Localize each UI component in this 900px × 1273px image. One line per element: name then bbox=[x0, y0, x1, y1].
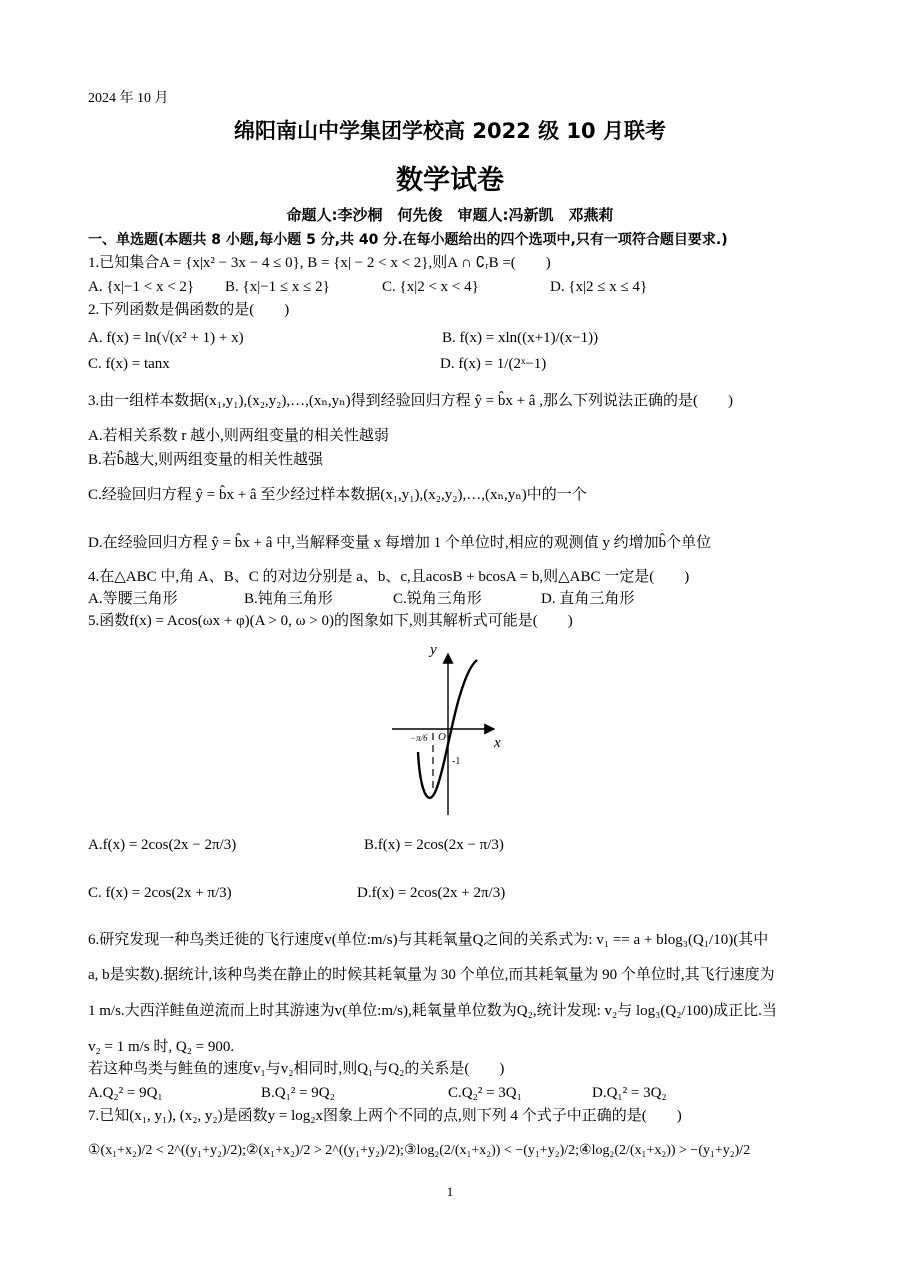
q5-option-a: A.f(x) = 2cos(2x − 2π/3) bbox=[88, 837, 237, 853]
tick-y-label: -1 bbox=[452, 756, 461, 767]
q6-option-d: D.Q₁² = 3Q₂ bbox=[592, 1085, 667, 1101]
q6-line5: 若这种鸟类与鲑鱼的速度v₁与v₂相同时,则Q₁与Q₂的关系是( ) bbox=[88, 1061, 505, 1077]
q4-stem: 4.在△ABC 中,角 A、B、C 的对边分别是 a、b、c,且acosB + bcosA = b,则△ABC 一定是( ) bbox=[88, 569, 690, 585]
q4-option-b: B.钝角三角形 bbox=[244, 591, 333, 607]
q1-stem: 1.已知集合A = {x|x² − 3x − 4 ≤ 0}, B = {x| − 2 < x < 2},则A ∩ ∁ᵣB =( ) bbox=[88, 255, 551, 271]
q4-option-c: C.锐角三角形 bbox=[393, 591, 482, 607]
q5-option-c: C. f(x) = 2cos(2x + π/3) bbox=[88, 885, 232, 901]
q2-option-a: A. f(x) = ln(√(x² + 1) + x) bbox=[88, 330, 244, 346]
section-heading: 一、单选题(本题共 8 小题,每小题 5 分,共 40 分.在每小题给出的四个选项中,只有一项符合题目要求.) bbox=[88, 232, 728, 248]
q6-line4: v₂ = 1 m/s 时, Q₂ = 900. bbox=[88, 1039, 235, 1055]
exam-title: 绵阳南山中学集团学校高 2022 级 10 月联考 bbox=[234, 119, 666, 143]
q1-option-a: A. {x|−1 < x < 2} bbox=[88, 279, 195, 295]
q4-option-a: A.等腰三角形 bbox=[88, 591, 178, 607]
q5-graph bbox=[380, 640, 520, 818]
q5-option-b: B.f(x) = 2cos(2x − π/3) bbox=[364, 837, 504, 853]
exam-authors: 命题人:李沙桐 何先俊 审题人:冯新凯 邓燕莉 bbox=[286, 206, 614, 224]
q5-option-d: D.f(x) = 2cos(2x + 2π/3) bbox=[357, 885, 506, 901]
y-axis-label: y bbox=[430, 642, 437, 658]
q3-option-c: C.经验回归方程 ŷ = b̂x + â 至少经过样本数据(x₁,y₁),(x₂,y₂),…,(xₙ,yₙ)中的一个 bbox=[88, 487, 587, 503]
origin-label: O bbox=[438, 731, 446, 743]
q5-stem: 5.函数f(x) = Acos(ωx + φ)(A > 0, ω > 0)的图象如下,则其解析式可能是( ) bbox=[88, 613, 573, 629]
q6-line3: 1 m/s.大西洋鲑鱼逆流而上时其游速为v(单位:m/s),耗氧量单位数为Q₂,统计发现: v₂与 log₃(Q₂/100)成正比.当 bbox=[88, 1003, 777, 1019]
q2-option-d: D. f(x) = 1/(2ˣ−1) bbox=[440, 356, 547, 372]
q3-option-a: A.若相关系数 r 越小,则两组变量的相关性越弱 bbox=[88, 428, 389, 444]
q6-option-a: A.Q₂² = 9Q₁ bbox=[88, 1085, 163, 1101]
q6-option-b: B.Q₁² = 9Q₂ bbox=[261, 1085, 335, 1101]
tick-x-label: −π/6 bbox=[410, 733, 428, 743]
q6-option-c: C.Q₂² = 3Q₁ bbox=[448, 1085, 522, 1101]
q4-option-d: D. 直角三角形 bbox=[541, 591, 635, 607]
q3-stem: 3.由一组样本数据(x₁,y₁),(x₂,y₂),…,(xₙ,yₙ)得到经验回归方程 ŷ = b̂x + â ,那么下列说法正确的是( ) bbox=[88, 393, 733, 409]
page-number: 1 bbox=[446, 1184, 454, 1199]
exam-date: 2024 年 10 月 bbox=[88, 91, 169, 106]
q1-option-b: B. {x|−1 ≤ x ≤ 2} bbox=[225, 279, 330, 295]
q2-option-b: B. f(x) = xln((x+1)/(x−1)) bbox=[442, 330, 599, 346]
q1-option-c: C. {x|2 < x < 4} bbox=[382, 279, 479, 295]
q6-line2: a, b是实数).据统计,该种鸟类在静止的时候其耗氧量为 30 个单位,而其耗氧量为 90 个单位时,其飞行速度为 bbox=[88, 967, 775, 983]
q2-stem: 2.下列函数是偶函数的是( ) bbox=[88, 302, 290, 318]
q7-stem: 7.已知(x₁, y₁), (x₂, y₂)是函数y = log₂x图象上两个不同的点,则下列 4 个式子中正确的是( ) bbox=[88, 1108, 682, 1124]
q7-options: ①(x₁+x₂)/2 < 2^((y₁+y₂)/2);②(x₁+x₂)/2 > 2^((y₁+y₂)/2);③log₂(2/(x₁+x₂)) < −(y₁+y₂)/2;④log₂(2/(x₁+x₂)) > −(y₁+y₂)/2 bbox=[88, 1143, 751, 1158]
q3-option-d: D.在经验回归方程 ŷ = b̂x + â 中,当解释变量 x 每增加 1 个单位时,相应的观测值 y 约增加b̂个单位 bbox=[88, 535, 712, 551]
q6-line1: 6.研究发现一种鸟类迁徙的飞行速度v(单位:m/s)与其耗氧量Q之间的关系式为: v₁ == a + blog₃(Q₁/10)(其中 bbox=[88, 932, 769, 948]
q1-option-d: D. {x|2 ≤ x ≤ 4} bbox=[550, 279, 648, 295]
x-axis-label: x bbox=[494, 735, 501, 751]
exam-subtitle: 数学试卷 bbox=[396, 165, 504, 196]
q2-option-c: C. f(x) = tanx bbox=[88, 356, 170, 372]
q3-option-b: B.若b̂越大,则两组变量的相关性越强 bbox=[88, 452, 324, 468]
